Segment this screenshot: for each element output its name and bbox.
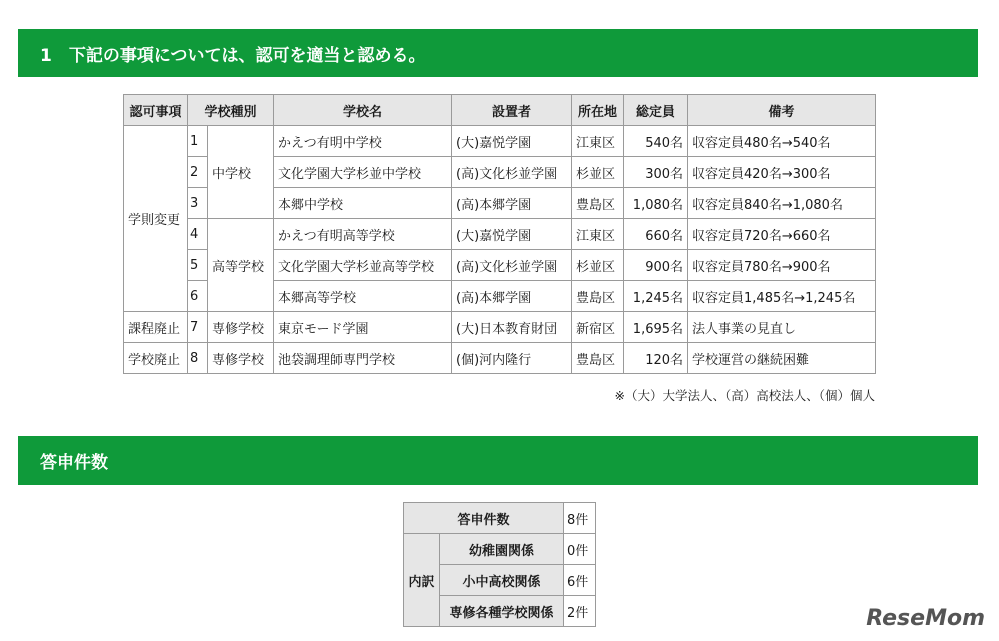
item-label: 小中高校関係 — [440, 565, 564, 596]
table-row — [404, 503, 596, 534]
location: 新宿区 — [572, 312, 624, 343]
item-value: 0件 — [564, 534, 596, 565]
col-header: 所在地 — [572, 95, 624, 126]
table-row — [124, 219, 876, 250]
location: 江東区 — [572, 126, 624, 157]
table-header-row — [124, 95, 876, 126]
section-title: 1 下記の事項については、認可を適当と認める。 — [40, 45, 426, 66]
founder: (大)嘉悦学園 — [452, 126, 572, 157]
category-cell: 学則変更 — [124, 126, 188, 312]
category-cell: 学校廃止 — [124, 343, 188, 374]
location: 江東区 — [572, 219, 624, 250]
remarks: 法人事業の見直し — [688, 312, 876, 343]
school-name: 文化学園大学杉並高等学校 — [274, 250, 452, 281]
remarks: 収容定員840名→1,080名 — [688, 188, 876, 219]
founder: (大)日本教育財団 — [452, 312, 572, 343]
row-number: 2 — [188, 157, 208, 188]
total-label: 答申件数 — [404, 503, 564, 534]
section-header-count — [18, 436, 978, 485]
row-number: 7 — [188, 312, 208, 343]
row-number: 1 — [188, 126, 208, 157]
remarks: 収容定員1,485名→1,245名 — [688, 281, 876, 312]
item-label: 専修各種学校関係 — [440, 596, 564, 627]
col-header: 備考 — [688, 95, 876, 126]
item-value: 2件 — [564, 596, 596, 627]
capacity: 1,245名 — [624, 281, 688, 312]
col-header: 学校名 — [274, 95, 452, 126]
category-cell: 課程廃止 — [124, 312, 188, 343]
capacity: 1,695名 — [624, 312, 688, 343]
table-row — [124, 343, 876, 374]
table-row — [404, 534, 596, 565]
row-number: 5 — [188, 250, 208, 281]
resemom-logo: ReseMom — [866, 606, 985, 631]
school-name: 東京モード学園 — [274, 312, 452, 343]
school-type-cell: 高等学校 — [208, 219, 274, 312]
approval-table — [123, 94, 876, 374]
founder: (大)嘉悦学園 — [452, 219, 572, 250]
location: 豊島区 — [572, 188, 624, 219]
remarks: 収容定員780名→900名 — [688, 250, 876, 281]
col-header: 設置者 — [452, 95, 572, 126]
school-type-cell: 専修学校 — [208, 343, 274, 374]
capacity: 660名 — [624, 219, 688, 250]
location: 豊島区 — [572, 281, 624, 312]
count-table — [403, 502, 596, 627]
founder: (高)本郷学園 — [452, 281, 572, 312]
founder: (高)本郷学園 — [452, 188, 572, 219]
footnote: ※（大）大学法人、（高）高校法人、（個）個人 — [614, 388, 875, 403]
row-number: 8 — [188, 343, 208, 374]
remarks: 収容定員480名→540名 — [688, 126, 876, 157]
school-type-cell: 中学校 — [208, 126, 274, 219]
school-type-cell: 専修学校 — [208, 312, 274, 343]
founder: (高)文化杉並学園 — [452, 250, 572, 281]
school-name: 本郷中学校 — [274, 188, 452, 219]
table-row — [124, 126, 876, 157]
capacity: 300名 — [624, 157, 688, 188]
row-number: 4 — [188, 219, 208, 250]
item-label: 幼稚園関係 — [440, 534, 564, 565]
capacity: 540名 — [624, 126, 688, 157]
remarks: 収容定員720名→660名 — [688, 219, 876, 250]
breakdown-label: 内訳 — [404, 534, 440, 627]
section-title: 答申件数 — [40, 453, 108, 473]
school-name: 文化学園大学杉並中学校 — [274, 157, 452, 188]
remarks: 収容定員420名→300名 — [688, 157, 876, 188]
capacity: 120名 — [624, 343, 688, 374]
school-name: 池袋調理師専門学校 — [274, 343, 452, 374]
row-number: 3 — [188, 188, 208, 219]
row-number: 6 — [188, 281, 208, 312]
col-header: 総定員 — [624, 95, 688, 126]
founder: (個)河内隆行 — [452, 343, 572, 374]
school-name: 本郷高等学校 — [274, 281, 452, 312]
school-name: かえつ有明高等学校 — [274, 219, 452, 250]
remarks: 学校運営の継続困難 — [688, 343, 876, 374]
capacity: 1,080名 — [624, 188, 688, 219]
location: 杉並区 — [572, 157, 624, 188]
school-name: かえつ有明中学校 — [274, 126, 452, 157]
location: 杉並区 — [572, 250, 624, 281]
total-value: 8件 — [564, 503, 596, 534]
founder: (高)文化杉並学園 — [452, 157, 572, 188]
item-value: 6件 — [564, 565, 596, 596]
col-header: 学校種別 — [188, 95, 274, 126]
table-row — [124, 312, 876, 343]
col-header: 認可事項 — [124, 95, 188, 126]
section-header-approval — [18, 29, 978, 77]
capacity: 900名 — [624, 250, 688, 281]
location: 豊島区 — [572, 343, 624, 374]
